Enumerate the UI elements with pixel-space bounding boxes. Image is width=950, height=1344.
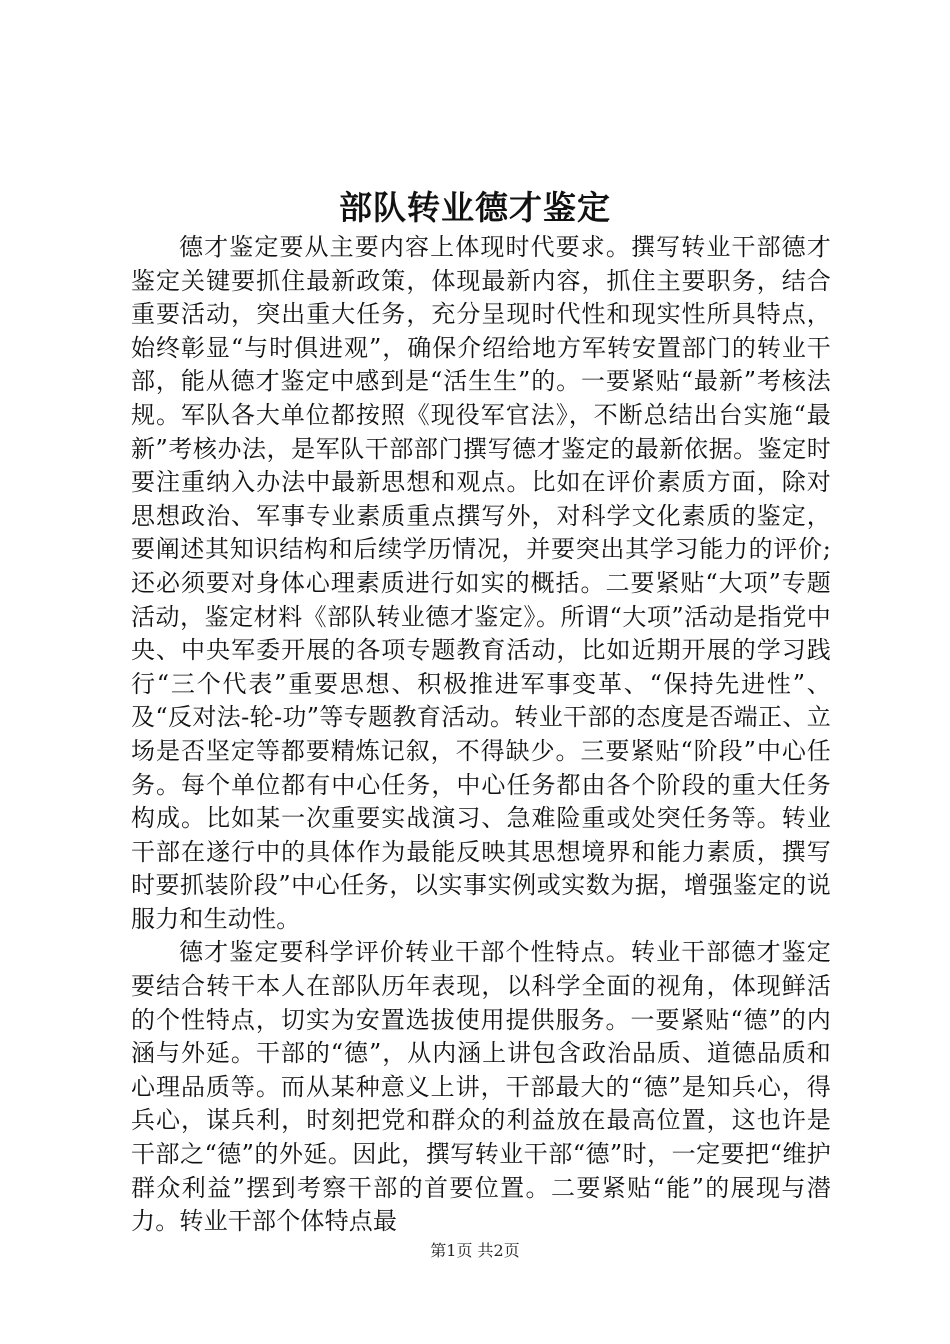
body-paragraph-2: 德才鉴定要科学评价转业干部个性特点。转业干部德才鉴定要结合转干本人在部队历年表现，以科学全面的视角，体现鲜活的个性特点，切实为安置选拔使用提供服务。一要紧贴“德”的内涵与外延。干部的“德”，从内涵上讲包含政治品质、道德品质和心理品质等。而从某种意义上讲，干部最大的“德”是知兵心，得兵心，谋兵利，时刻把党和群众的利益放在最高位置，这也许是干部之“德”的外延。因此，撰写转业干部“德”时，一定要把“维护群众利益”摆到考察干部的首要位置。二要紧贴“能”的展现与潜力。转业干部个体特点最 [131, 938, 831, 1236]
document-title: 部队转业德才鉴定 [339, 188, 611, 227]
page-number-footer: 第1页 共2页 [430, 1241, 520, 1260]
document-body [131, 231, 831, 1239]
body-paragraph-1: 德才鉴定要从主要内容上体现时代要求。撰写转业干部德才鉴定关键要抓住最新政策，体现最新内容，抓住主要职务，结合重要活动，突出重大任务，充分呈现时代性和现实性所具特点，始终彰显“与时俱进观”，确保介绍给地方军转安置部门的转业干部，能从德才鉴定中感到是“活生生”的。一要紧贴“最新”考核法规。军队各大单位都按照《现役军官法》，不断总结出台实施“最新”考核办法，是军队干部部门撰写德才鉴定的最新依据。鉴定时要注重纳入办法中最新思想和观点。比如在评价素质方面，除对思想政治、军事专业素质重点撰写外，对科学文化素质的鉴定，要阐述其知识结构和后续学历情况，并要突出其学习能力的评价;还必须要对身体心理素质进行如实的概括。二要紧贴“大项”专题活动，鉴定材料《部队转业德才鉴定》。所谓“大项”活动是指党中央、中央军委开展的各项专题教育活动，比如近期开展的学习践行“三个代表”重要思想、积极推进军事变革、“保持先进性”、及“反对法-轮-功”等专题教育活动。转业干部的态度是否端正、立场是否坚定等都要精炼记叙，不得缺少。三要紧贴“阶段”中心任务。每个单位都有中心任务，中心任务都由各个阶段的重大任务构成。比如某一次重要实战演习、急难险重或处突任务等。转业干部在遂行中的具体作为最能反映其思想境界和能力素质，撰写时要抓装阶段”中心任务，以实事实例或实数为据，增强鉴定的说服力和生动性。 [131, 233, 831, 933]
